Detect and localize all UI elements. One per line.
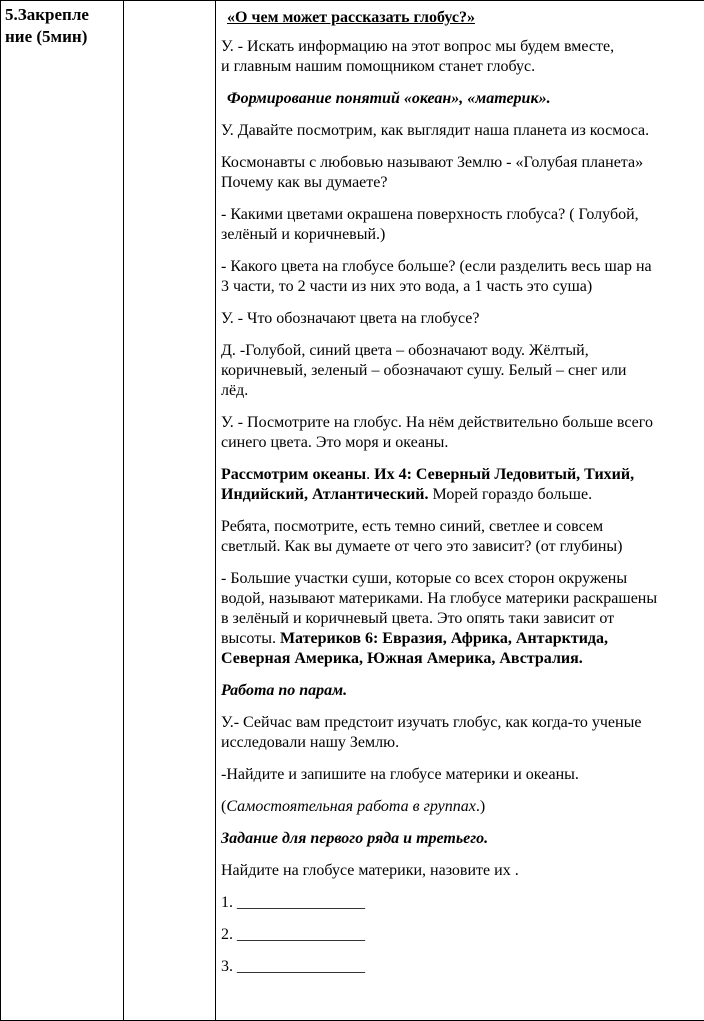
paragraph-8-line1: У. - Посмотрите на глобус. На нём действительно больше всего	[221, 414, 653, 431]
continents-line2: водой, называют материками. На глобусе материки раскрашены	[221, 590, 658, 607]
paragraph-14-open: (	[221, 798, 227, 815]
paragraph-14-close: .)	[475, 798, 486, 815]
subheading: Формирование понятий «океан», «материк».	[227, 90, 551, 107]
paragraph-10-line1: Ребята, посмотрите, есть темно синий, светлее и совсем	[221, 518, 604, 535]
paragraph-4-line1: - Какими цветами окрашена поверхность глобуса? ( Голубой,	[221, 206, 639, 223]
paragraph-5-line1: - Какого цвета на глобусе больше? (если разделить весь шар на	[221, 258, 652, 275]
answer-line-1	[221, 893, 701, 913]
answer-blank-2: ________________	[237, 926, 365, 943]
continents-paragraph	[221, 569, 701, 669]
pair-work-heading: Работа по парам.	[221, 682, 348, 699]
paragraph-1-line2: и главным нашим помощником станет глобус.	[221, 58, 536, 75]
paragraph-3	[221, 153, 701, 193]
continents-line1: - Большие участки суши, которые со всех сторон окружены	[221, 570, 628, 587]
answer-line-3	[221, 957, 701, 977]
paragraph-6: У. - Что обозначают цвета на глобусе?	[221, 310, 480, 327]
paragraph-7-line1: Д. -Голубой, синий цвета – обозначают воду. Жёлтый,	[221, 342, 589, 359]
column-divider-1	[123, 0, 124, 1021]
section-title	[5, 4, 120, 48]
paragraph-10-line2: светлый. Как вы думаете от чего это зависит? (от глубины)	[221, 538, 623, 555]
paragraph-1-line1: У. - Искать информацию на этот вопрос мы будем вместе,	[221, 38, 615, 55]
section-title-line2: ние (5мин)	[5, 27, 88, 46]
paragraph-8	[221, 413, 701, 453]
paragraph-1	[221, 37, 701, 77]
paragraph-7-line3: лёд.	[221, 382, 249, 399]
column-divider-2	[215, 0, 216, 1021]
paragraph-5-line2: 3 части, то 2 части из них это вода, а 1 часть это суша)	[221, 278, 593, 295]
paragraph-5	[221, 257, 701, 297]
answer-line-2	[221, 925, 701, 945]
oceans-list-1: Их 4: Северный Ледовитый, Тихий,	[374, 466, 635, 483]
paragraph-13: -Найдите и запишите на глобусе материки и океаны.	[221, 766, 579, 783]
paragraph-7-line2: коричневый, зеленый – обозначают сушу. Белый – снег или	[221, 362, 627, 379]
oceans-lead: Рассмотрим океаны	[221, 466, 367, 483]
paragraph-3-line2: Почему как вы думаете?	[221, 174, 388, 191]
paragraph-7	[221, 341, 701, 401]
lesson-content	[221, 8, 701, 977]
continents-line4-start: высоты.	[221, 630, 280, 647]
paragraph-14-italic: Самостоятельная работа в группах	[226, 798, 476, 815]
paragraph-4-line2: зелёный и коричневый.)	[221, 226, 386, 243]
table-left-border	[0, 0, 1, 1021]
paragraph-12	[221, 713, 701, 753]
continents-list-1: Материков 6: Евразия, Африка, Антарктида,	[279, 630, 609, 647]
paragraph-8-line2: синего цвета. Это моря и океаны.	[221, 434, 449, 451]
paragraph-3-line1: Космонавты с любовью называют Землю - «Голубая планета»	[221, 154, 644, 171]
paragraph-2: У. Давайте посмотрим, как выглядит наша планета из космоса.	[221, 122, 650, 139]
oceans-paragraph	[221, 465, 701, 505]
answer-number-3: 3.	[221, 958, 237, 975]
continents-list-2: Северная Америка, Южная Америка, Австралия.	[221, 650, 583, 667]
oceans-tail: Морей гораздо больше.	[428, 486, 593, 503]
paragraph-14	[221, 797, 701, 817]
answer-blank-3: ________________	[237, 958, 365, 975]
continents-line3: в зелёный и коричневый цвета. Это опять таки зависит от	[221, 610, 615, 627]
paragraph-4	[221, 205, 701, 245]
task-heading: Задание для первого ряда и третьего.	[221, 830, 489, 847]
paragraph-15: Найдите на глобусе материки, назовите их .	[221, 862, 519, 879]
oceans-list-2: Индийский, Атлантический.	[221, 486, 429, 503]
lesson-heading: «О чем может рассказать глобус?»	[227, 9, 475, 26]
section-title-line1: 5.Закрепле	[5, 5, 89, 24]
answer-number-2: 2.	[221, 926, 237, 943]
oceans-dot: .	[366, 466, 375, 483]
answer-number-1: 1.	[221, 894, 237, 911]
paragraph-10	[221, 517, 701, 557]
paragraph-12-line1: У.- Сейчас вам предстоит изучать глобус, как когда-то ученые	[221, 714, 642, 731]
answer-blank-1: ________________	[237, 894, 365, 911]
paragraph-12-line2: исследовали нашу Землю.	[221, 734, 400, 751]
table-top-border	[0, 0, 704, 1]
